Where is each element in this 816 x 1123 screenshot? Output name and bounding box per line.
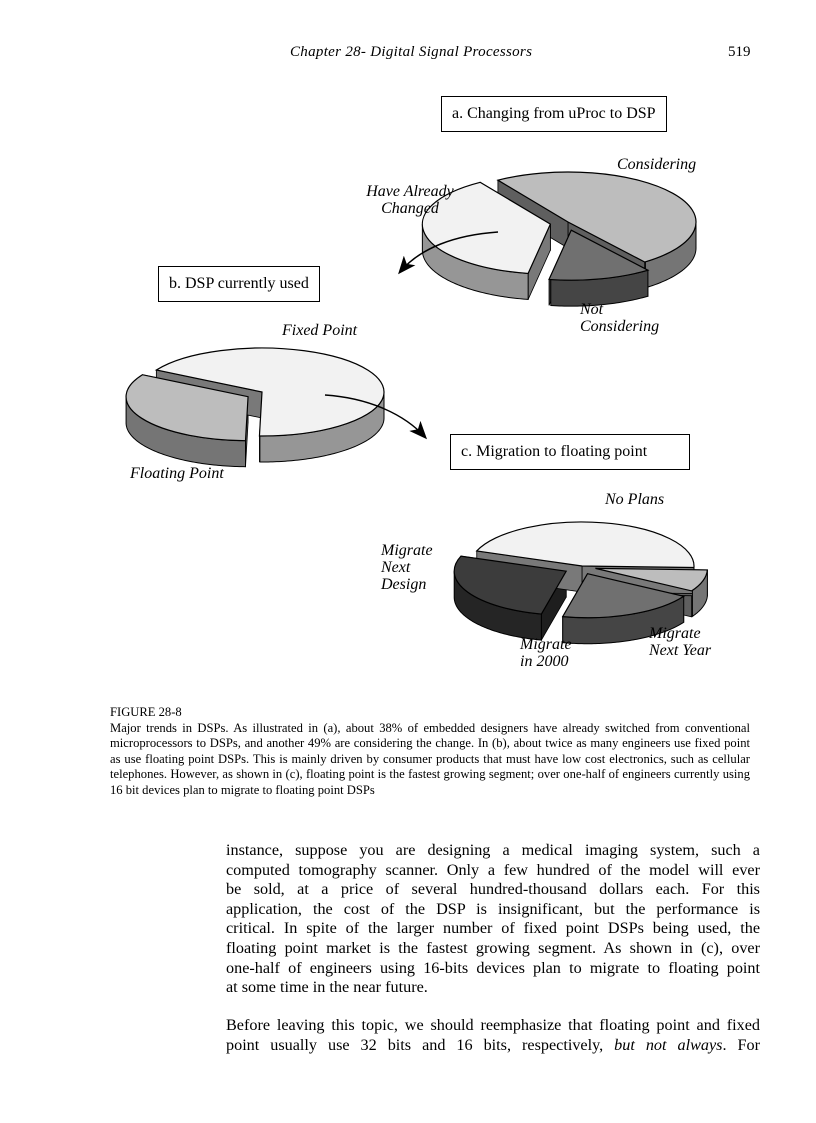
label-fixed-point: Fixed Point: [282, 322, 358, 339]
pie-chart-b: [126, 348, 384, 467]
text-run: . For: [722, 1036, 760, 1054]
figure-label: FIGURE 28-8: [110, 705, 182, 719]
page-number: 519: [728, 44, 751, 60]
body-paragraph-2-line-2: [226, 1036, 760, 1056]
text-run: point usually use 32 bits and 16 bits, respectively,: [226, 1036, 615, 1054]
label-migrate-next-year: Migrate Next Year: [649, 625, 712, 659]
chart-b-title: b. DSP currently used: [158, 266, 320, 302]
label-migrate-next-design: Migrate Next Design: [381, 542, 433, 593]
emphasis: but not always: [614, 1036, 723, 1054]
body-line: application, the cost of the DSP is insignificant, but the performance is: [226, 899, 760, 918]
label-floating-point: Floating Point: [130, 465, 224, 482]
label-have-already-changed: Have Already Changed: [366, 183, 454, 217]
caption-text: Major trends in DSPs. As illustrated in (a), about 38% of embedded designers have already switched from conventional microprocessors to DSPs, and another 49% are considering the change. In (b), about twice as many engineers use fixed point as use floating point DSPs. This is mainly driven by consumer products that must have low cost electronics, such as cellular telephones. However, as shown in (c), floating point is the fastest growing segment; over one-half of engineers currently using 16 bit devices plan to migrate to floating point DSPs: [110, 720, 750, 797]
body-line: be sold, at a price of several hundred-thousand dollars each. For this: [226, 880, 760, 899]
running-title: Chapter 28- Digital Signal Processors: [290, 44, 533, 60]
body-line: instance, suppose you are designing a medical imaging system, such a: [226, 841, 760, 859]
label-considering: Considering: [617, 156, 697, 173]
body-line: one-half of engineers using 16-bits devices plan to migrate to floating point: [226, 958, 760, 977]
chart-c-title: c. Migration to floating point: [450, 434, 690, 470]
body-line: floating point market is the fastest growing segment. As shown in (c), over: [226, 939, 760, 957]
label-not-considering: Not Considering: [580, 301, 660, 335]
body-line: at some time in the near future.: [226, 978, 428, 997]
body-line: critical. In spite of the larger number of fixed point DSPs being used, the: [226, 919, 760, 938]
chart-a-title: a. Changing from uProc to DSP: [441, 96, 667, 132]
label-migrate-in-2000: Migrate in 2000: [520, 636, 572, 670]
label-no-plans: No Plans: [605, 491, 665, 508]
figure-caption: [110, 705, 750, 799]
body-paragraph-2-line-1: Before leaving this topic, we should reemphasize that floating point and fixed: [226, 1016, 760, 1034]
pie-chart-a: [422, 172, 696, 306]
body-line: computed tomography scanner. Only a few hundred of the model will ever: [226, 860, 760, 879]
